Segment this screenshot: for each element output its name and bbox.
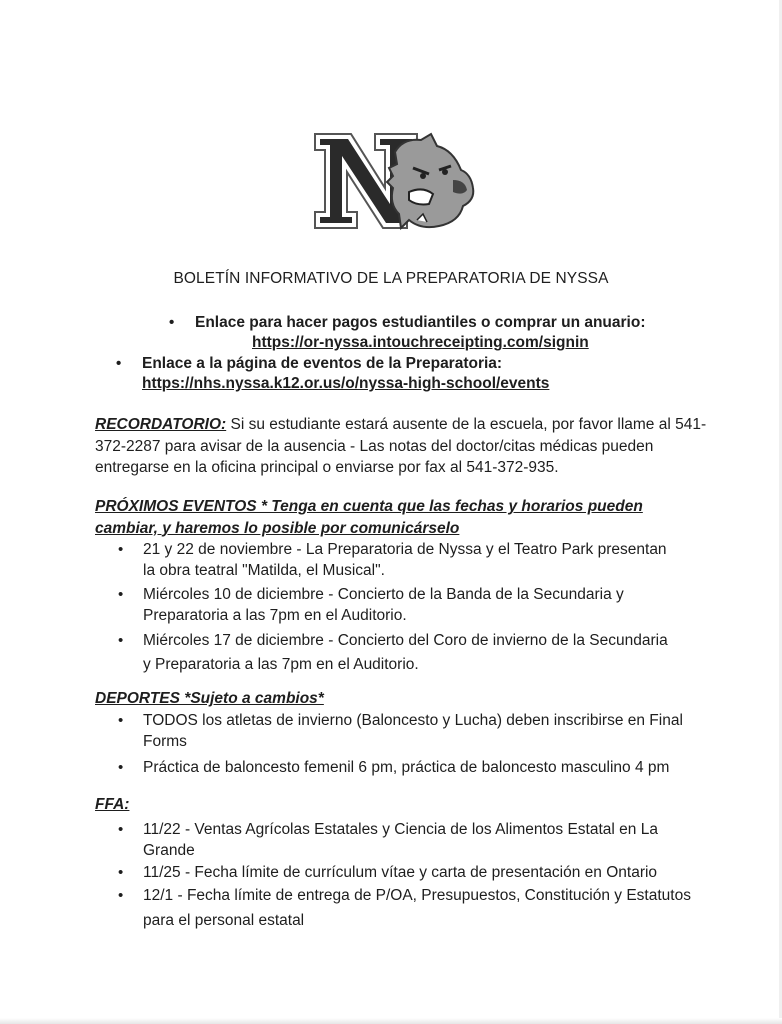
payments-link-label: • Enlace para hacer pagos estudiantiles o comprar un anuario: (195, 313, 665, 333)
payments-link-block (195, 313, 665, 353)
payments-link[interactable]: https://or-nyssa.intouchreceipting.com/signin (252, 334, 589, 351)
n-letter-icon (313, 130, 481, 232)
ffa-heading: FFA: (95, 796, 130, 813)
ffa-item: • 12/1 - Fecha límite de entrega de P/OA, Presupuestos, Constitución y Estatutos para el personal estatal (143, 883, 695, 933)
event-item: • 21 y 22 de noviembre - La Preparatoria de Nyssa y el Teatro Park presentan la obra teatral "Matilda, el Musical". (143, 539, 675, 581)
bulldog-icon (387, 134, 473, 228)
reminder-text: Si su estudiante estará ausente de la escuela, por favor llame al 541-372-2287 para avisar de la ausencia - Las notas del doctor/citas médicas pueden entregarse en la oficina principal o enviarse por fax al 541-372-935. (95, 416, 707, 476)
ffa-item: • 11/25 - Fecha límite de currículum vítae y carta de presentación en Ontario (143, 862, 695, 884)
sports-item: • Práctica de baloncesto femenil 6 pm, práctica de baloncesto masculino 4 pm (143, 757, 685, 779)
events-link-block (142, 354, 662, 394)
event-item: • Miércoles 10 de diciembre - Concierto de la Banda de la Secundaria y Preparatoria a las 7pm en el Auditorio. (143, 584, 675, 626)
events-link-label: • Enlace a la página de eventos de la Preparatoria: (142, 354, 662, 374)
ffa-section (95, 794, 695, 933)
sports-item: • TODOS los atletas de invierno (Baloncesto y Lucha) deben inscribirse en Final Forms (143, 710, 685, 753)
sports-section (95, 688, 685, 778)
school-logo (313, 130, 481, 232)
events-heading: PRÓXIMOS EVENTOS * Tenga en cuenta que las fechas y horarios pueden cambiar, y haremos lo posible por comunicárselo (95, 498, 643, 537)
newsletter-title: BOLETÍN INFORMATIVO DE LA PREPARATORIA DE NYSSA (173, 270, 609, 287)
sports-heading: DEPORTES *Sujeto a cambios* (95, 690, 324, 707)
page-edge-bottom (0, 1018, 782, 1024)
events-section (95, 496, 675, 677)
reminder-section (95, 414, 725, 479)
events-link[interactable]: https://nhs.nyssa.k12.or.us/o/nyssa-high-school/events (142, 375, 550, 392)
event-item: • Miércoles 17 de diciembre - Concierto del Coro de invierno de la Secundaria y Preparatoria a las 7pm en el Auditorio. (143, 629, 675, 677)
reminder-heading: RECORDATORIO: (95, 416, 227, 433)
ffa-item: • 11/22 - Ventas Agrícolas Estatales y Ciencia de los Alimentos Estatal en La Grande (143, 819, 695, 862)
